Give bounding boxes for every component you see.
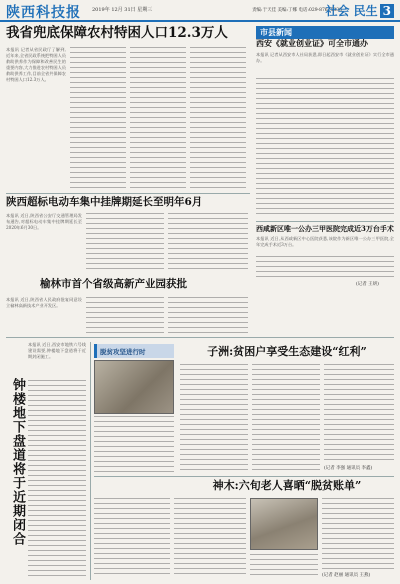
county-headline: 西安《就业创业证》可全市通办: [256, 38, 368, 48]
vertical-lead: 本报讯 近日,西安市地铁六号线建设需要,钟楼地下盘道将于近期封闭施工。: [28, 342, 86, 359]
yulin-lead: 本报讯 近日,陕西省人民政府批复同意设立榆林高新技术产业开发区。: [6, 297, 82, 308]
main-body-col-2: [70, 47, 126, 190]
section-label: 社会 民生: [325, 4, 378, 18]
main-body-col-4: [190, 47, 246, 190]
zizhou-body-col-2: [252, 364, 320, 470]
shenmu-body-col-3: [250, 554, 318, 578]
divider: [6, 193, 250, 194]
vertical-body: [28, 380, 86, 580]
yulin-headline: 榆林市首个省级高新产业园获批: [40, 278, 187, 290]
zhouzhi-body-col-1: [94, 416, 174, 476]
ebike-body-col-3: [168, 213, 248, 273]
county-body: [256, 78, 394, 218]
xixian-credit: (记者 王妍): [356, 282, 379, 287]
main-lead: 本报讯 记者从省民政厅了解到,近年来,全省民政系统把特困人员救助供养作为保障和改善民生的重要内容,大力推进农村特困人员救助供养工作,目前全省共保障农村特困人口12.3万人。: [6, 47, 66, 82]
vertical-headline: 钟楼地下盘道将于近期闭合: [10, 378, 25, 546]
xixian-lead: 本报讯 近日,从西咸新区中心医院获悉,该院作为新区唯一公办三甲医院,全年完成手术近3万台。: [256, 236, 394, 247]
shenmu-credit: (记者 赵丽 通讯员 王燕): [322, 573, 371, 578]
shenmu-body-col-2: [174, 498, 246, 578]
ebike-lead: 本报讯 近日,陕西省公安厅交通管理局发布通告,对超标电动车集中挂牌期延长至2020年6月30日。: [6, 213, 82, 230]
zizhou-body-col-1: [180, 364, 248, 470]
county-news-box: 市县新闻: [256, 26, 394, 39]
poverty-banner: 脱贫攻坚进行时: [94, 344, 174, 358]
page-number: 3: [380, 4, 394, 18]
shenmu-body-col-1: [94, 498, 170, 578]
shenmu-body-col-4: [322, 498, 394, 570]
editor-line: 责编:于天佳 美编:丁娜 电话:029-87615838: [252, 8, 342, 13]
xixian-body: [256, 256, 394, 280]
divider: [256, 221, 394, 222]
xixian-headline: 西咸新区唯一公办三甲医院完成近3万台手术: [256, 224, 394, 233]
ebike-body-col-2: [86, 213, 164, 273]
main-body-col-3: [130, 47, 186, 190]
elder-photo: [250, 498, 318, 550]
county-lead: 本报讯 记者从西安市人社局获悉,即日起西安市《就业创业证》实行全市通办。: [256, 52, 394, 63]
section-title: [325, 2, 394, 19]
issue-date: 2019年 12月 31日 星期三: [92, 7, 153, 13]
divider: [94, 476, 394, 477]
zizhou-body-col-3: [324, 364, 394, 464]
newspaper-logo: 陕西科技报: [6, 5, 81, 21]
zizhou-headline: 子洲:贫困户享受生态建设“红利”: [207, 345, 367, 358]
zizhou-credit: (记者 李强 通讯员 李鑫): [324, 466, 373, 471]
divider: [90, 342, 91, 580]
yulin-body-col-2: [86, 297, 164, 333]
main-headline: 我省兜底保障农村特困人口12.3万人: [6, 25, 228, 41]
yulin-body-col-3: [168, 297, 248, 333]
divider: [6, 337, 394, 338]
village-photo: [94, 360, 174, 414]
shenmu-headline: 神木:六旬老人喜晒“脱贫账单”: [212, 479, 362, 492]
ebike-headline: 陕西超标电动车集中挂牌期延长至明年6月: [6, 196, 203, 208]
